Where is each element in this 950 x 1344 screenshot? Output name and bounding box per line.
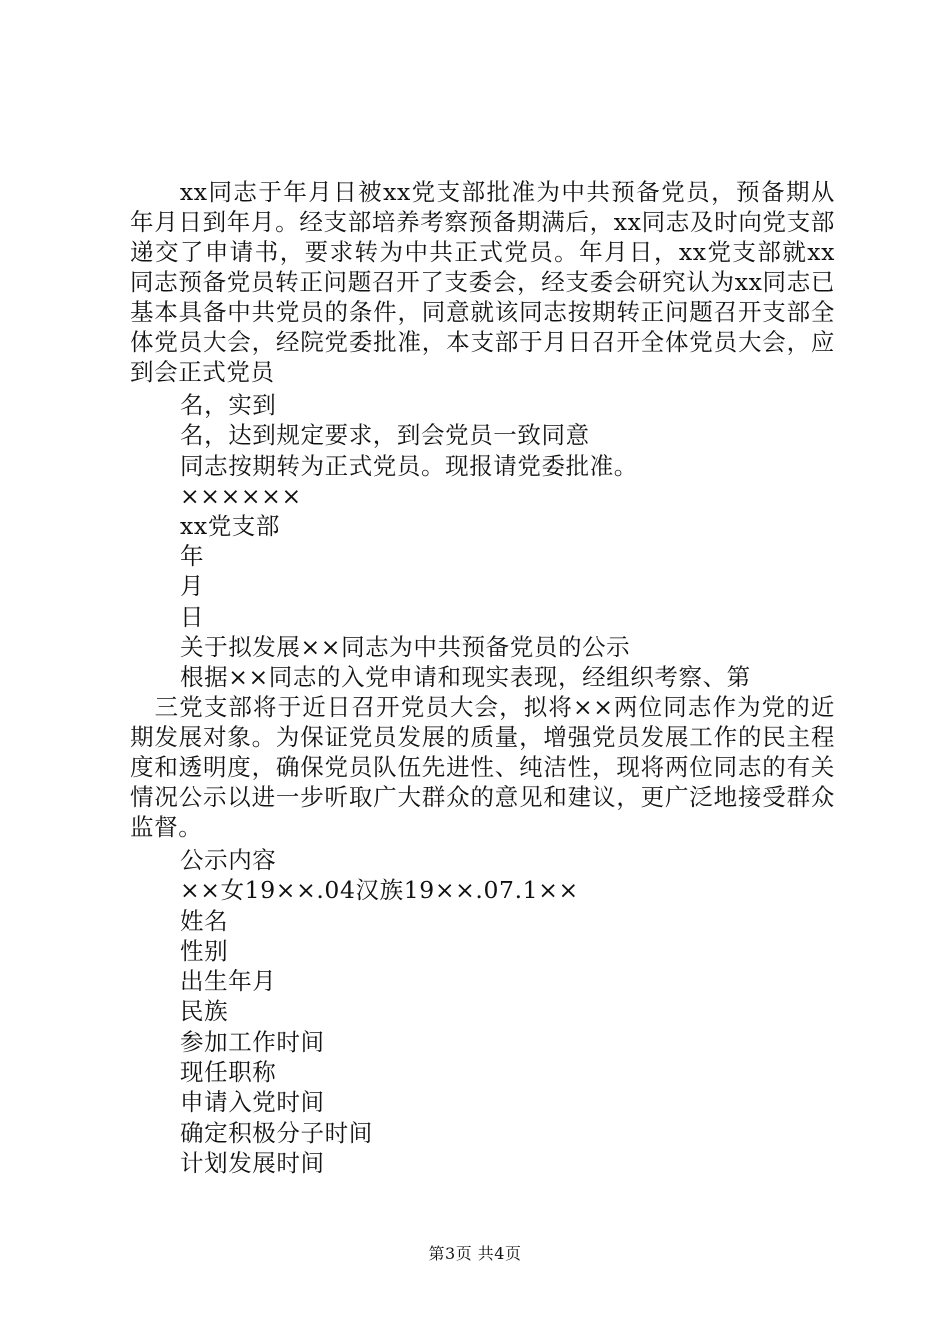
signature-branch: xx党支部 bbox=[180, 512, 281, 540]
field-current-title: 现任职称 bbox=[180, 1058, 277, 1086]
field-ethnicity: 民族 bbox=[180, 997, 229, 1025]
field-activist-date: 确定积极分子时间 bbox=[180, 1119, 373, 1147]
body-paragraph-2: 三党支部将于近日召开党员大会，拟将××两位同志作为党的近期发展对象。为保证党员发展的质量，增强党员发展工作的民主程度和透明度，确保党员队伍先进性、纯洁性，现将两位同志的有关情况公示以进一步听取广大群众的意见和建议，更广泛地接受群众监督。 bbox=[130, 693, 835, 841]
field-birth-date: 出生年月 bbox=[180, 967, 277, 995]
field-planned-development-date: 计划发展时间 bbox=[180, 1149, 325, 1177]
notice-title: 关于拟发展××同志为中共预备党员的公示 bbox=[180, 633, 631, 661]
candidate-info-row: ××女19××.04汉族19××.07.1×× bbox=[180, 876, 579, 904]
body-line-1: 名，实到 bbox=[180, 391, 277, 419]
body-line-2: 名，达到规定要求，到会党员一致同意 bbox=[180, 421, 590, 449]
signature-day: 日 bbox=[180, 603, 205, 631]
body-line-4: ×××××× bbox=[180, 482, 302, 510]
field-work-start-date: 参加工作时间 bbox=[180, 1028, 325, 1056]
page-indicator: 第3页 共4页 bbox=[428, 1244, 522, 1263]
notice-intro: 根据××同志的入党申请和现实表现，经组织考察、第 bbox=[180, 663, 751, 691]
field-application-date: 申请入党时间 bbox=[180, 1088, 325, 1116]
field-name: 姓名 bbox=[180, 907, 229, 935]
field-gender: 性别 bbox=[180, 937, 229, 965]
signature-month: 月 bbox=[180, 572, 205, 600]
signature-year: 年 bbox=[180, 542, 205, 570]
body-paragraph-1: xx同志于年月日被xx党支部批准为中共预备党员，预备期从年月日到年月。经支部培养考察预备期满后，xx同志及时向党支部递交了申请书，要求转为中共正式党员。年月日，xx党支部就xx同志预备党员转正问题召开了支委会，经支委会研究认为xx同志已基本具备中共党员的条件，同意就该同志按期转正问题召开支部全体党员大会，经院党委批准，本支部于月日召开全体党员大会，应到会正式党员 bbox=[130, 178, 835, 386]
notice-content-heading: 公示内容 bbox=[180, 846, 277, 874]
body-line-3: 同志按期转为正式党员。现报请党委批准。 bbox=[180, 452, 638, 480]
